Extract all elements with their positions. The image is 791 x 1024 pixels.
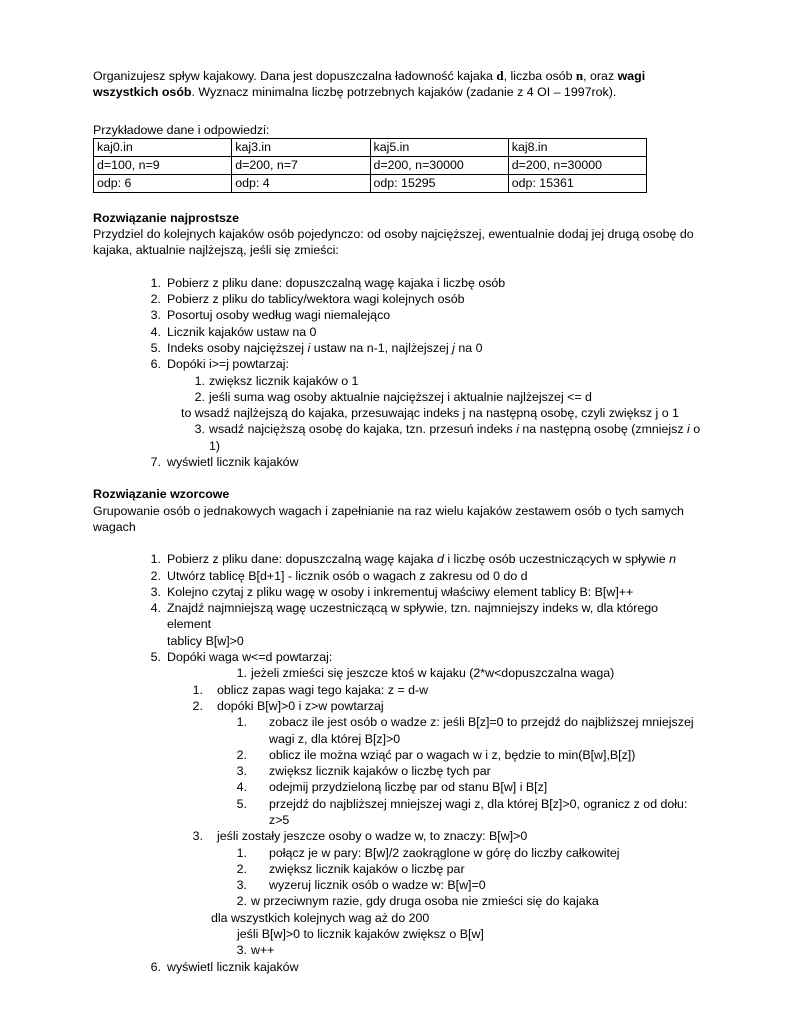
list-number: 4.: [150, 601, 161, 616]
list-item: [93, 568, 703, 584]
table-cell: d=200, n=7: [232, 156, 370, 174]
table-cell: kaj3.in: [232, 138, 370, 156]
list-number: 2.: [236, 894, 247, 909]
table-cell: d=100, n=9: [94, 156, 232, 174]
list-text: Kolejno czytaj z pliku wagę w osoby i inkrementuj właściwy element tablicy B: B[w]++: [167, 584, 634, 599]
list-text: [269, 796, 703, 829]
step5-text-b: ustaw na n-1, najlżejszej: [310, 340, 453, 355]
s1-text-a: Pobierz z pliku dane: dopuszczalną wagę kajaka: [167, 552, 438, 567]
list-number: 3.: [236, 764, 247, 779]
examples-heading: Przykładowe dane i odpowiedzi:: [93, 122, 270, 137]
s1-var-d: d: [437, 552, 444, 567]
sub-sub-list-item: [179, 698, 703, 714]
level4-list-item: [223, 747, 703, 763]
s1-text-b: i liczbę osób uczestniczących w spływie: [443, 552, 670, 567]
line-b: wagi z, dla której B[z]>0: [269, 731, 401, 746]
sub-list-item: [93, 389, 703, 405]
level4-list-item: [223, 861, 703, 877]
list-text: Posortuj osoby według wagi niemalejąco: [167, 308, 391, 323]
table-cell: odp: 4: [232, 174, 370, 192]
sub3-text-b: na następną osobę (zmniejsz: [518, 422, 688, 437]
intro-text-3: , oraz: [583, 69, 618, 83]
list-number: 1.: [194, 373, 205, 388]
list-text: w przeciwnym razie, gdy druga osoba nie zmieści się do kajaka: [251, 894, 599, 909]
list-number: 2.: [192, 698, 203, 713]
table-cell: kaj5.in: [370, 138, 508, 156]
list-text: zwiększ licznik kajaków o liczbę par: [269, 861, 465, 876]
step5-var-j: j: [452, 340, 455, 355]
level4-list-item: [223, 845, 703, 861]
list-item: [93, 600, 703, 649]
list-item: [93, 324, 703, 340]
line-a: zobacz ile jest osób o wadze z: jeśli B[z]=0 to przejdź do najbliższej mniejszej: [269, 715, 694, 730]
list-number: 1.: [236, 715, 247, 730]
intro-text-4: . Wyznacz minimalna liczbę potrzebnych kajaków (zadanie z 4 OI – 1997rok).: [191, 85, 617, 100]
list-number: 3.: [236, 943, 247, 958]
level4-list-item: [223, 763, 703, 779]
line-a: przejdź do najbliższej mniejszej wagi z, dla której B[z]>0, ogranicz z od dołu:: [269, 796, 688, 811]
list-text: [167, 600, 703, 649]
list-number: 1.: [236, 845, 247, 860]
list-number: 1.: [192, 682, 203, 697]
step5-text-a: Indeks osoby najcięższej: [167, 340, 308, 355]
s4-line-b: tablicy B[w]>0: [167, 633, 244, 648]
list-text: jeśli zostały jeszcze osoby o wadze w, to znaczy: B[w]>0: [217, 829, 528, 844]
s4-line-a: Znajdź najmniejszą wagę uczestniczącą w spływie, tzn. najmniejszy indeks w, dla którego element: [167, 601, 659, 632]
sub-list-item: [93, 421, 703, 454]
sub-list-continuation: to wsadź najlżejszą do kajaka, przesuwając indeks j na następną osobę, czyli zwiększ j o 1: [181, 406, 679, 421]
document-page: [93, 68, 703, 975]
list-text: wyświetl licznik kajaków: [167, 959, 299, 974]
step5-var-i: i: [307, 340, 311, 355]
list-item: [93, 584, 703, 600]
list-number: 5.: [150, 650, 161, 665]
list-item: [93, 551, 703, 567]
list-text: w++: [251, 943, 275, 958]
sub-list-continuation: dla wszystkich kolejnych wag aż do 200: [211, 910, 430, 925]
level4-list-item: [223, 714, 703, 747]
sub3-text-a: wsadź najcięższą osobę do kajaka, tzn. przesuń indeks: [209, 422, 517, 437]
list-item: [93, 307, 703, 323]
list-item: [93, 275, 703, 291]
list-number: 2.: [150, 292, 161, 307]
list-number: 7.: [150, 455, 161, 470]
table-cell: d=200, n=30000: [370, 156, 508, 174]
line-b: z>5: [269, 812, 290, 827]
list-number: 2.: [150, 568, 161, 583]
simple-title: [93, 210, 703, 226]
list-item: [93, 340, 703, 356]
list-number: 2.: [236, 861, 247, 876]
list-text: [269, 714, 703, 747]
list-text: [209, 421, 703, 454]
model-title: [93, 486, 703, 502]
list-text: odejmij przydzieloną liczbę par od stanu B[w] i B[z]: [269, 780, 548, 795]
list-item: [93, 454, 703, 470]
sub-list-item: [135, 893, 703, 909]
step5-text-c: na 0: [454, 340, 483, 355]
sub3-text-c: o 1): [209, 422, 701, 453]
list-number: 3.: [150, 308, 161, 323]
list-item: [93, 649, 703, 665]
intro-var-d: d: [496, 68, 504, 83]
list-text: połącz je w pary: B[w]/2 zaokrąglone w górę do liczby całkowitej: [269, 845, 620, 860]
simple-steps-list: [93, 275, 703, 471]
list-number: 3.: [236, 878, 247, 893]
list-number: 4.: [150, 324, 161, 339]
intro-var-n: n: [575, 68, 584, 83]
list-number: 5.: [236, 796, 247, 811]
list-text: Pobierz z pliku do tablicy/wektora wagi kolejnych osób: [167, 292, 465, 307]
table-row: [94, 156, 647, 174]
list-text: jeżeli zmieści się jeszcze ktoś w kajaku (2*w<dopuszczalna waga): [251, 666, 615, 681]
simple-title-text: Rozwiązanie najprostsze: [93, 210, 239, 225]
list-text: Dopóki waga w<=d powtarzaj:: [167, 650, 333, 665]
intro-bold: wagi wszystkich osób: [93, 69, 646, 100]
list-text: zwiększ licznik kajaków o 1: [209, 373, 359, 388]
sub-list-item: [135, 665, 703, 681]
sub-list-item: [93, 373, 703, 389]
intro-text-1: Organizujesz spływ kajakowy. Dana jest dopuszczalna ładowność kajaka: [93, 69, 497, 83]
sub3-var-i: i: [516, 422, 519, 437]
list-text: Dopóki i>=j powtarzaj:: [167, 357, 289, 372]
list-number: 6.: [150, 959, 161, 974]
table-cell: odp: 15295: [370, 174, 508, 192]
table-cell: kaj8.in: [508, 138, 646, 156]
list-number: 3.: [194, 422, 205, 437]
list-text: Pobierz z pliku dane: dopuszczalną wagę kajaka i liczbę osób: [167, 275, 506, 290]
list-text: oblicz zapas wagi tego kajaka: z = d-w: [217, 682, 429, 697]
list-text: wyzeruj licznik osób o wadze w: B[w]=0: [269, 878, 486, 893]
list-text: dopóki B[w]>0 i z>w powtarzaj: [217, 698, 384, 713]
list-number: 1.: [236, 666, 247, 681]
list-text: jeśli suma wag osoby aktualnie najcięższej i aktualnie najlżejszej <= d: [209, 389, 592, 404]
sub-list-continuation: jeśli B[w]>0 to licznik kajaków zwiększ o B[w]: [237, 927, 484, 942]
level4-list-item: [223, 877, 703, 893]
list-number: 2.: [194, 389, 205, 404]
sub-sub-list-item: [179, 828, 703, 844]
list-number: 3.: [150, 584, 161, 599]
list-text: Utwórz tablicę B[d+1] - licznik osób o wagach z zakresu od 0 do d: [167, 568, 528, 583]
list-text: zwiększ licznik kajaków o liczbę tych par: [269, 764, 491, 779]
table-cell: kaj0.in: [94, 138, 232, 156]
table-cell: odp: 15361: [508, 174, 646, 192]
intro-text-2: , liczba osób: [503, 69, 576, 83]
list-number: 3.: [192, 829, 203, 844]
model-title-text: Rozwiązanie wzorcowe: [93, 487, 230, 502]
sub3-var-i2: i: [687, 422, 690, 437]
list-item: [93, 356, 703, 372]
sub-list-item: [135, 942, 703, 958]
table-row: [94, 174, 647, 192]
model-steps-list: [93, 551, 703, 975]
list-number: 5.: [150, 340, 161, 355]
sub-sub-list-item: [179, 682, 703, 698]
model-description: Grupowanie osób o jednakowych wagach i zapełnianie na raz wielu kajaków zestawem osób o tych samych wagach: [93, 503, 684, 534]
list-text: [167, 340, 703, 356]
list-text: [167, 551, 703, 567]
list-text: Licznik kajaków ustaw na 0: [167, 324, 317, 339]
table-cell: d=200, n=30000: [508, 156, 646, 174]
list-item: [93, 959, 703, 975]
level4-list-item: [223, 779, 703, 795]
table-row: [94, 138, 647, 156]
list-number: 4.: [236, 780, 247, 795]
list-number: 6.: [150, 357, 161, 372]
list-number: 1.: [150, 275, 161, 290]
simple-description: Przydziel do kolejnych kajaków osób pojedynczo: od osoby najcięższej, ewentualnie dodaj jej drugą osobę do kajaka, aktualnie najlżejszą, jeśli się zmieści:: [93, 227, 694, 258]
list-item: [93, 291, 703, 307]
table-cell: odp: 6: [94, 174, 232, 192]
intro-paragraph: [93, 68, 703, 101]
list-number: 2.: [236, 747, 247, 762]
level4-list-item: [223, 796, 703, 829]
list-number: 1.: [150, 552, 161, 567]
s1-var-n: n: [669, 552, 677, 567]
list-text: wyświetl licznik kajaków: [167, 455, 299, 470]
list-text: oblicz ile można wziąć par o wagach w i z, będzie to min(B[w],B[z]): [269, 747, 636, 762]
examples-table: [93, 138, 647, 193]
